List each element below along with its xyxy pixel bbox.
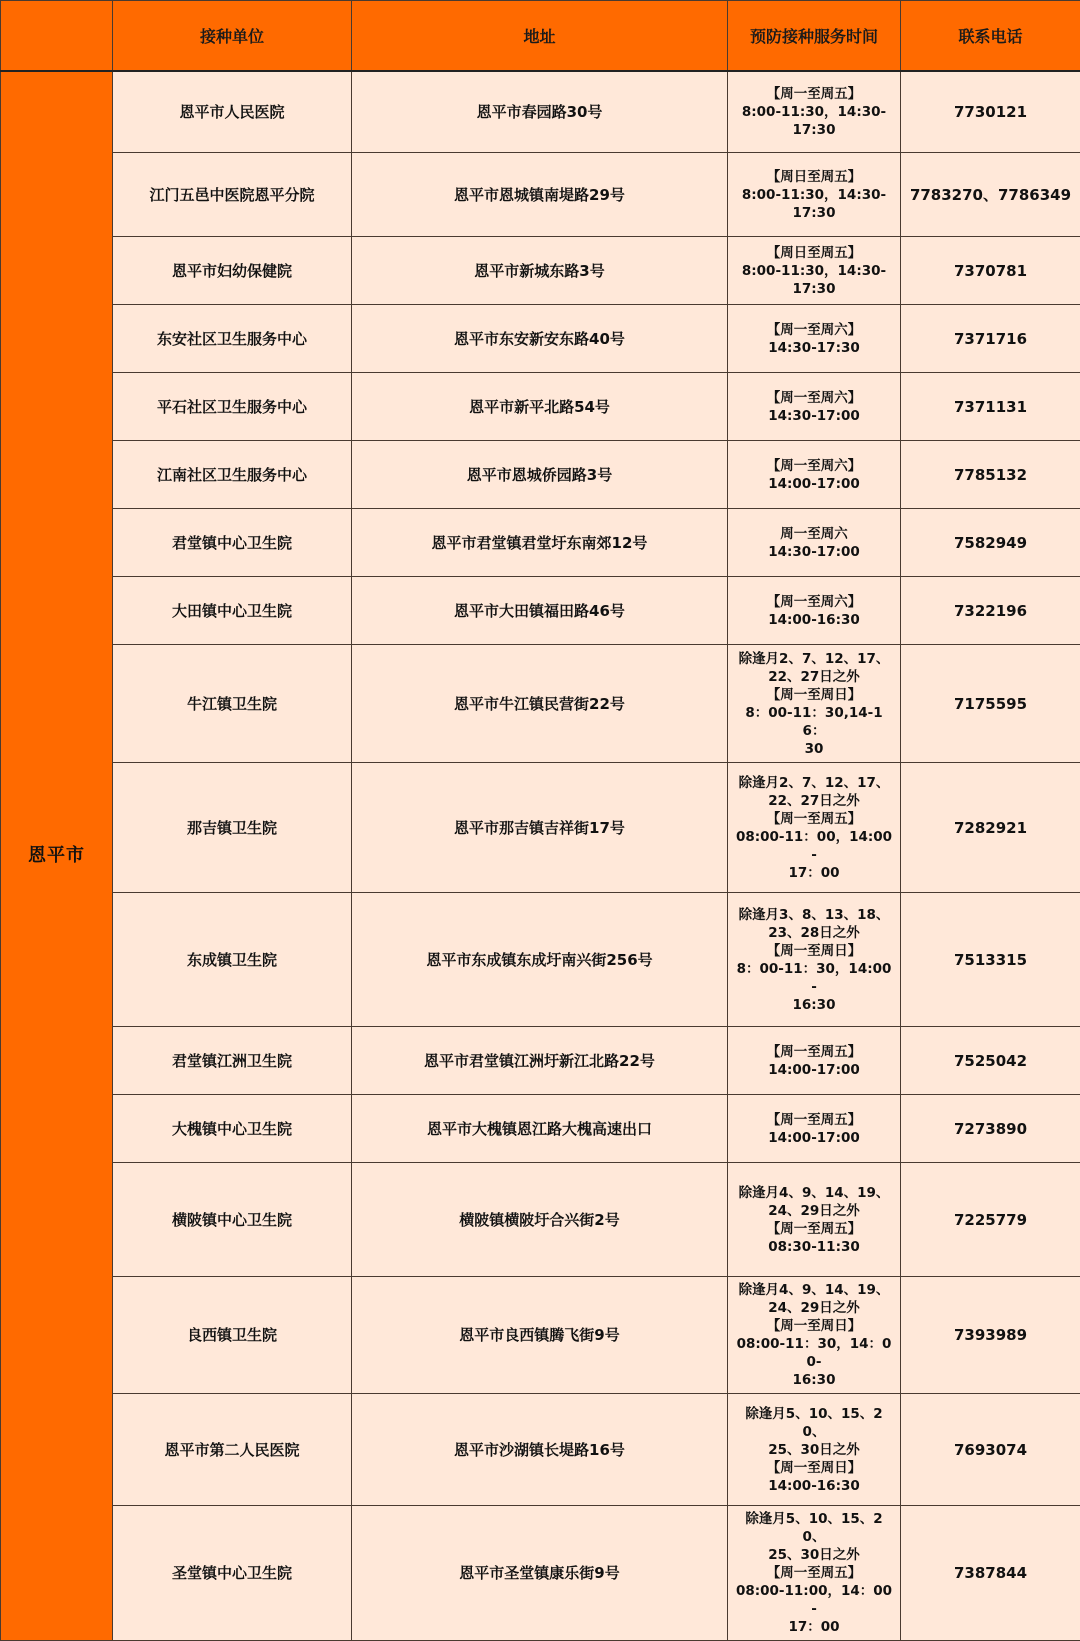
service-time-cell	[728, 509, 901, 577]
service-time-cell	[728, 645, 901, 763]
unit-cell: 恩平市人民医院	[113, 71, 352, 153]
service-time-line: 22、27日之外	[734, 668, 894, 686]
address-cell: 横陂镇横陂圩合兴街2号	[352, 1163, 728, 1277]
service-time-line: 【周一至周五】	[734, 1220, 894, 1238]
service-time-line: 除逢月4、9、14、19、	[734, 1184, 894, 1202]
unit-cell: 圣堂镇中心卫生院	[113, 1506, 352, 1641]
service-time-line: 【周一至周日】	[734, 686, 894, 704]
service-time-line: 14:00-16:30	[734, 1477, 894, 1495]
service-time-line: 【周日至周五】	[734, 168, 894, 186]
service-time-line: 8：00-11：30，14:00-	[734, 960, 894, 996]
header-region	[1, 1, 113, 71]
service-time-cell	[728, 577, 901, 645]
address-cell: 恩平市东安新安东路40号	[352, 305, 728, 373]
address-cell: 恩平市春园路30号	[352, 71, 728, 153]
unit-cell: 牛江镇卫生院	[113, 645, 352, 763]
table-row	[1, 763, 1080, 893]
phone-cell: 7582949	[901, 509, 1080, 577]
table-row	[1, 1163, 1080, 1277]
phone-cell: 7783270、7786349	[901, 153, 1080, 237]
service-time-line: 24、29日之外	[734, 1202, 894, 1220]
service-time-cell	[728, 1277, 901, 1394]
service-time-cell	[728, 1027, 901, 1095]
table-row	[1, 577, 1080, 645]
service-time-line: 【周一至周五】	[734, 1043, 894, 1061]
table-row	[1, 1506, 1080, 1641]
table-body	[1, 71, 1080, 1641]
table-row	[1, 153, 1080, 237]
service-time-line: 除逢月2、7、12、17、	[734, 650, 894, 668]
service-time-line: 25、30日之外	[734, 1441, 894, 1459]
service-time-line: 14:00-17:00	[734, 1061, 894, 1079]
table-row	[1, 71, 1080, 153]
address-cell: 恩平市新平北路54号	[352, 373, 728, 441]
phone-cell: 7693074	[901, 1394, 1080, 1506]
table-row	[1, 373, 1080, 441]
service-time-cell	[728, 763, 901, 893]
phone-cell: 7785132	[901, 441, 1080, 509]
service-time-line: 14:00-17:00	[734, 475, 894, 493]
address-cell: 恩平市圣堂镇康乐街9号	[352, 1506, 728, 1641]
unit-cell: 那吉镇卫生院	[113, 763, 352, 893]
service-time-cell	[728, 1394, 901, 1506]
service-time-line: 除逢月4、9、14、19、	[734, 1281, 894, 1299]
header-unit: 接种单位	[113, 1, 352, 71]
table-row	[1, 893, 1080, 1027]
service-time-line: 8:00-11:30，14:30-	[734, 186, 894, 204]
service-time-line: 14:30-17:00	[734, 543, 894, 561]
address-cell: 恩平市那吉镇吉祥街17号	[352, 763, 728, 893]
address-cell: 恩平市牛江镇民营街22号	[352, 645, 728, 763]
service-time-line: 23、28日之外	[734, 924, 894, 942]
service-time-line: 08:00-11：00，14:00-	[734, 828, 894, 864]
service-time-line: 17:30	[734, 204, 894, 222]
phone-cell: 7282921	[901, 763, 1080, 893]
table-row	[1, 305, 1080, 373]
service-time-line: 22、27日之外	[734, 792, 894, 810]
address-cell: 恩平市恩城镇南堤路29号	[352, 153, 728, 237]
service-time-line: 【周一至周五】	[734, 1564, 894, 1582]
service-time-cell	[728, 237, 901, 305]
service-time-cell	[728, 1506, 901, 1641]
service-time-line: 8:00-11:30，14:30-	[734, 262, 894, 280]
service-time-line: 【周一至周六】	[734, 389, 894, 407]
service-time-line: 除逢月2、7、12、17、	[734, 774, 894, 792]
service-time-line: 17:30	[734, 121, 894, 139]
table-row	[1, 1027, 1080, 1095]
service-time-cell	[728, 893, 901, 1027]
unit-cell: 恩平市妇幼保健院	[113, 237, 352, 305]
region-cell: 恩平市	[1, 71, 113, 1641]
phone-cell: 7370781	[901, 237, 1080, 305]
address-cell: 恩平市大槐镇恩江路大槐高速出口	[352, 1095, 728, 1163]
service-time-line: 08:00-11:00，14：00-	[734, 1582, 894, 1618]
service-time-line: 30	[734, 740, 894, 758]
header-address: 地址	[352, 1, 728, 71]
unit-cell: 平石社区卫生服务中心	[113, 373, 352, 441]
service-time-line: 【周一至周六】	[734, 321, 894, 339]
service-time-line: 【周日至周五】	[734, 244, 894, 262]
unit-cell: 君堂镇江洲卫生院	[113, 1027, 352, 1095]
service-time-cell	[728, 373, 901, 441]
service-time-line: 14:00-17:00	[734, 1129, 894, 1147]
phone-cell: 7175595	[901, 645, 1080, 763]
service-time-line: 24、29日之外	[734, 1299, 894, 1317]
service-time-cell	[728, 1095, 901, 1163]
service-time-line: 17：00	[734, 864, 894, 882]
address-cell: 恩平市君堂镇江洲圩新江北路22号	[352, 1027, 728, 1095]
header-service-time: 预防接种服务时间	[728, 1, 901, 71]
phone-cell: 7387844	[901, 1506, 1080, 1641]
service-time-line: 周一至周六	[734, 525, 894, 543]
address-cell: 恩平市君堂镇君堂圩东南郊12号	[352, 509, 728, 577]
unit-cell: 东安社区卫生服务中心	[113, 305, 352, 373]
service-time-line: 【周一至周五】	[734, 85, 894, 103]
service-time-line: 14:00-16:30	[734, 611, 894, 629]
service-time-line: 【周一至周六】	[734, 457, 894, 475]
address-cell: 恩平市东成镇东成圩南兴街256号	[352, 893, 728, 1027]
service-time-line: 14:30-17:30	[734, 339, 894, 357]
service-time-line: 17:30	[734, 280, 894, 298]
table-row	[1, 1095, 1080, 1163]
phone-cell: 7371131	[901, 373, 1080, 441]
unit-cell: 东成镇卫生院	[113, 893, 352, 1027]
service-time-line: 08:30-11:30	[734, 1238, 894, 1256]
service-time-line: 【周一至周五】	[734, 810, 894, 828]
phone-cell: 7393989	[901, 1277, 1080, 1394]
service-time-line: 8：00-11：30,14-16：	[734, 704, 894, 740]
address-cell: 恩平市大田镇福田路46号	[352, 577, 728, 645]
service-time-cell	[728, 153, 901, 237]
phone-cell: 7513315	[901, 893, 1080, 1027]
table-row	[1, 645, 1080, 763]
address-cell: 恩平市良西镇腾飞街9号	[352, 1277, 728, 1394]
service-time-line: 16:30	[734, 996, 894, 1014]
service-time-line: 8:00-11:30，14:30-	[734, 103, 894, 121]
unit-cell: 良西镇卫生院	[113, 1277, 352, 1394]
unit-cell: 大田镇中心卫生院	[113, 577, 352, 645]
service-time-cell	[728, 71, 901, 153]
header-phone: 联系电话	[901, 1, 1080, 71]
service-time-line: 【周一至周六】	[734, 593, 894, 611]
table-row	[1, 441, 1080, 509]
unit-cell: 横陂镇中心卫生院	[113, 1163, 352, 1277]
service-time-cell	[728, 1163, 901, 1277]
service-time-line: 17：00	[734, 1618, 894, 1636]
service-time-line: 除逢月5、10、15、20、	[734, 1510, 894, 1546]
unit-cell: 江南社区卫生服务中心	[113, 441, 352, 509]
phone-cell: 7225779	[901, 1163, 1080, 1277]
phone-cell: 7371716	[901, 305, 1080, 373]
header-row	[1, 1, 1080, 71]
phone-cell: 7730121	[901, 71, 1080, 153]
service-time-line: 除逢月3、8、13、18、	[734, 906, 894, 924]
service-time-line: 【周一至周五】	[734, 1111, 894, 1129]
phone-cell: 7322196	[901, 577, 1080, 645]
table-row	[1, 509, 1080, 577]
table-row	[1, 1277, 1080, 1394]
address-cell: 恩平市新城东路3号	[352, 237, 728, 305]
address-cell: 恩平市恩城侨园路3号	[352, 441, 728, 509]
unit-cell: 君堂镇中心卫生院	[113, 509, 352, 577]
service-time-line: 14:30-17:00	[734, 407, 894, 425]
service-time-line: 除逢月5、10、15、20、	[734, 1405, 894, 1441]
service-time-line: 25、30日之外	[734, 1546, 894, 1564]
service-time-cell	[728, 441, 901, 509]
service-time-line: 【周一至周日】	[734, 1317, 894, 1335]
unit-cell: 恩平市第二人民医院	[113, 1394, 352, 1506]
service-time-line: 【周一至周日】	[734, 942, 894, 960]
table-row	[1, 1394, 1080, 1506]
service-time-cell	[728, 305, 901, 373]
service-time-line: 08:00-11：30，14：00-	[734, 1335, 894, 1371]
unit-cell: 大槐镇中心卫生院	[113, 1095, 352, 1163]
unit-cell: 江门五邑中医院恩平分院	[113, 153, 352, 237]
table-row	[1, 237, 1080, 305]
phone-cell: 7525042	[901, 1027, 1080, 1095]
address-cell: 恩平市沙湖镇长堤路16号	[352, 1394, 728, 1506]
service-time-line: 【周一至周日】	[734, 1459, 894, 1477]
service-time-line: 16:30	[734, 1371, 894, 1389]
phone-cell: 7273890	[901, 1095, 1080, 1163]
